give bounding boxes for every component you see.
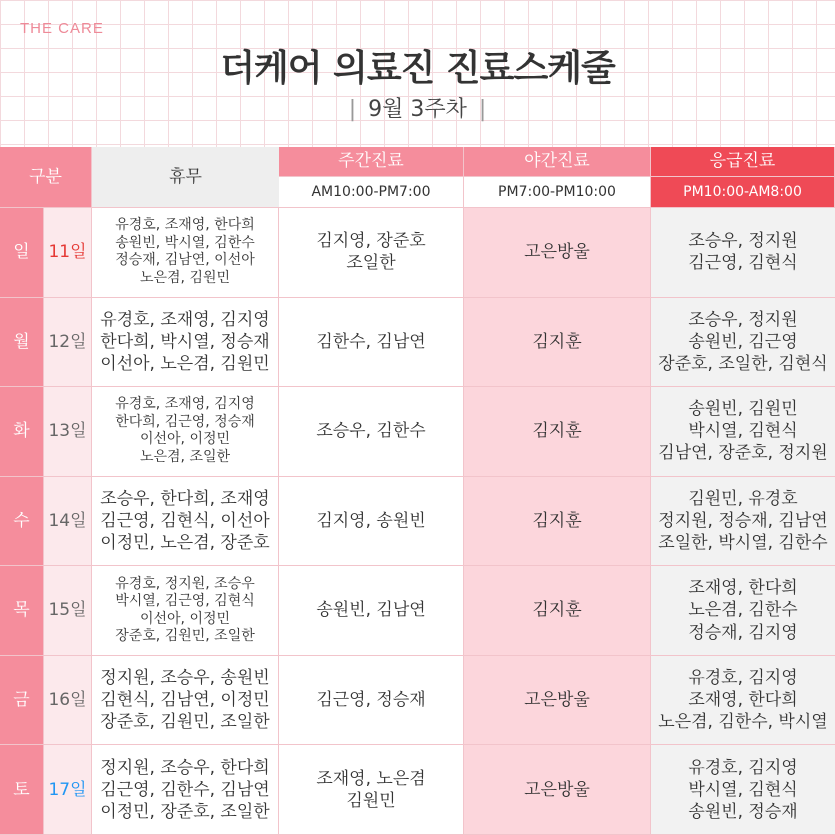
day-shift-cell [92, 208, 279, 298]
name-list [688, 757, 797, 823]
staff-names-line: 이선아, 노은겸, 김원민 [100, 353, 270, 374]
brand-logo: THE CARE [20, 20, 104, 37]
staff-names-line: 조재영, 노은겸 [316, 768, 426, 789]
staff-names-line: 조승우, 김한수 [316, 421, 426, 442]
subtitle-bar-left: | [348, 97, 357, 122]
weekday-label: 금 [0, 656, 44, 746]
staff-names-line: 이정민, 노은겸, 장준호 [100, 533, 270, 554]
staff-names-line: 노은겸, 김한수, 박시열 [658, 712, 828, 733]
name-list [115, 576, 255, 646]
staff-names-line: 고은방울 [524, 779, 590, 800]
staff-names-line: 고은방울 [524, 242, 590, 263]
staff-names-line: 조일한 [346, 253, 396, 274]
staff-names-line: 노은겸, 김한수 [688, 600, 798, 621]
subtitle-bar-right: | [478, 97, 487, 122]
emergency-cell [464, 477, 651, 567]
day-shift-cell [92, 745, 279, 835]
staff-names-line: 정승재, 김남연, 이선아 [115, 252, 255, 269]
weekday-label: 월 [0, 298, 44, 388]
name-list [316, 510, 425, 532]
header-rest: 휴무 [92, 147, 279, 208]
staff-names-line: 조승우, 정지원 [688, 231, 798, 252]
night-shift-cell [279, 298, 464, 388]
staff-names-line: 유경호, 조재영, 한다희 [115, 217, 255, 234]
header-day-shift: 주간진료 [279, 147, 464, 177]
staff-names-line: 유경호, 김지영 [688, 667, 798, 688]
time-day-shift: AM10:00-PM7:00 [279, 177, 464, 208]
staff-names-line: 송원빈, 김근영 [688, 331, 798, 352]
name-list [524, 689, 590, 711]
staff-names-line: 김현식, 김남연, 이정민 [100, 690, 270, 711]
name-list [100, 757, 269, 823]
weekday-label: 화 [0, 387, 44, 477]
night-shift-cell [279, 477, 464, 567]
date-label: 13일 [44, 387, 92, 477]
day-shift-cell [92, 477, 279, 567]
staff-names-line: 박시열, 김현식 [688, 779, 798, 800]
emergency-cell [464, 745, 651, 835]
name-list [658, 667, 827, 733]
name-list [658, 309, 827, 375]
day-shift-cell [92, 566, 279, 656]
week-label: 9월 3주차 [368, 97, 467, 122]
name-list [524, 779, 590, 801]
staff-names-line: 김지영, 장준호 [316, 231, 426, 252]
staff-names-line: 한다희, 김근영, 정승재 [115, 413, 255, 430]
staff-names-line: 장준호, 김원민, 조일한 [100, 712, 270, 733]
staff-names-line: 조재영, 한다희 [688, 690, 798, 711]
date-label: 11일 [44, 208, 92, 298]
name-list [532, 420, 581, 442]
rest-cell [651, 566, 835, 656]
name-list [316, 599, 425, 621]
rest-cell [651, 298, 835, 388]
page-title: 더케어 의료진 진료스케줄 [220, 48, 615, 89]
name-list [115, 396, 255, 466]
staff-names-line: 한다희, 박시열, 정승재 [100, 331, 270, 352]
staff-names-line: 김지훈 [532, 421, 582, 442]
staff-names-line: 노은겸, 조일한 [139, 448, 231, 465]
staff-names-line: 박시열, 김근영, 김현식 [115, 593, 255, 610]
staff-names-line: 유경호, 정지원, 조승우 [115, 575, 255, 592]
staff-names-line: 이선아, 이정민 [139, 610, 231, 627]
emergency-cell [464, 387, 651, 477]
night-shift-cell [279, 745, 464, 835]
weekday-label: 토 [0, 745, 44, 835]
staff-names-line: 유경호, 조재영, 김지영 [115, 396, 255, 413]
time-night-shift: PM7:00-PM10:00 [464, 177, 651, 208]
staff-names-line: 정승재, 김지영 [688, 622, 798, 643]
night-shift-cell [279, 387, 464, 477]
staff-names-line: 이선아, 이정민 [139, 431, 231, 448]
name-list [532, 599, 581, 621]
staff-names-line: 김근영, 김현식 [688, 253, 798, 274]
name-list [532, 331, 581, 353]
staff-names-line: 박시열, 김현식 [688, 421, 798, 442]
staff-names-line: 유경호, 김지영 [688, 757, 798, 778]
rest-cell [651, 387, 835, 477]
staff-names-line: 김지훈 [532, 510, 582, 531]
name-list [316, 331, 425, 353]
staff-names-line: 김근영, 정승재 [316, 690, 426, 711]
staff-names-line: 김원민 [346, 790, 396, 811]
name-list [316, 768, 425, 812]
staff-names-line: 조승우, 정지원 [688, 309, 798, 330]
staff-names-line: 장준호, 조일한, 김현식 [658, 353, 828, 374]
name-list [658, 398, 827, 464]
staff-names-line: 김한수, 김남연 [316, 331, 426, 352]
staff-names-line: 송원빈, 정승재 [688, 801, 798, 822]
staff-names-line: 정지원, 정승재, 김남연 [658, 510, 828, 531]
name-list [115, 217, 255, 287]
staff-names-line: 고은방울 [524, 690, 590, 711]
rest-cell [651, 745, 835, 835]
weekday-label: 수 [0, 477, 44, 567]
staff-names-line: 김지훈 [532, 331, 582, 352]
name-list [316, 230, 425, 274]
header-emergency: 응급진료 [651, 147, 835, 177]
name-list [316, 689, 425, 711]
time-emergency: PM10:00-AM8:00 [651, 177, 835, 208]
name-list [658, 488, 827, 554]
staff-names-line: 조승우, 한다희, 조재영 [100, 488, 270, 509]
staff-names-line: 김원민, 유경호 [688, 488, 798, 509]
name-list [100, 488, 269, 554]
staff-names-line: 송원빈, 김원민 [688, 399, 798, 420]
date-label: 12일 [44, 298, 92, 388]
emergency-cell [464, 656, 651, 746]
page-subtitle [0, 92, 835, 123]
date-label: 17일 [44, 745, 92, 835]
header-night-shift: 야간진료 [464, 147, 651, 177]
night-shift-cell [279, 656, 464, 746]
emergency-cell [464, 298, 651, 388]
staff-names-line: 송원빈, 김남연 [316, 600, 426, 621]
day-shift-cell [92, 656, 279, 746]
date-label: 15일 [44, 566, 92, 656]
staff-names-line: 유경호, 조재영, 김지영 [100, 309, 270, 330]
date-label: 16일 [44, 656, 92, 746]
rest-cell [651, 208, 835, 298]
weekday-label: 일 [0, 208, 44, 298]
weekday-label: 목 [0, 566, 44, 656]
staff-names-line: 김지훈 [532, 600, 582, 621]
name-list [100, 667, 269, 733]
staff-names-line: 장준호, 김원민, 조일한 [115, 628, 255, 645]
name-list [688, 230, 797, 274]
staff-names-line: 김근영, 김한수, 김남연 [100, 779, 270, 800]
name-list [524, 241, 590, 263]
staff-names-line: 정지원, 조승우, 송원빈 [100, 667, 270, 688]
staff-names-line: 김남연, 장준호, 정지원 [658, 443, 828, 464]
emergency-cell [464, 208, 651, 298]
day-shift-cell [92, 387, 279, 477]
name-list [688, 577, 797, 643]
schedule-table [0, 147, 835, 835]
staff-names-line: 조일한, 박시열, 김한수 [658, 533, 828, 554]
day-shift-cell [92, 298, 279, 388]
rest-cell [651, 477, 835, 567]
date-label: 14일 [44, 477, 92, 567]
emergency-cell [464, 566, 651, 656]
staff-names-line: 정지원, 조승우, 한다희 [100, 757, 270, 778]
night-shift-cell [279, 566, 464, 656]
header-gubun: 구분 [0, 147, 92, 208]
staff-names-line: 이정민, 장준호, 조일한 [100, 801, 270, 822]
name-list [100, 309, 269, 375]
staff-names-line: 송원빈, 박시열, 김한수 [115, 234, 255, 251]
staff-names-line: 노은겸, 김원민 [139, 269, 231, 286]
staff-names-line: 조재영, 한다희 [688, 578, 798, 599]
staff-names-line: 김지영, 송원빈 [316, 510, 426, 531]
name-list [316, 420, 425, 442]
staff-names-line: 김근영, 김현식, 이선아 [100, 510, 270, 531]
rest-cell [651, 656, 835, 746]
night-shift-cell [279, 208, 464, 298]
name-list [532, 510, 581, 532]
